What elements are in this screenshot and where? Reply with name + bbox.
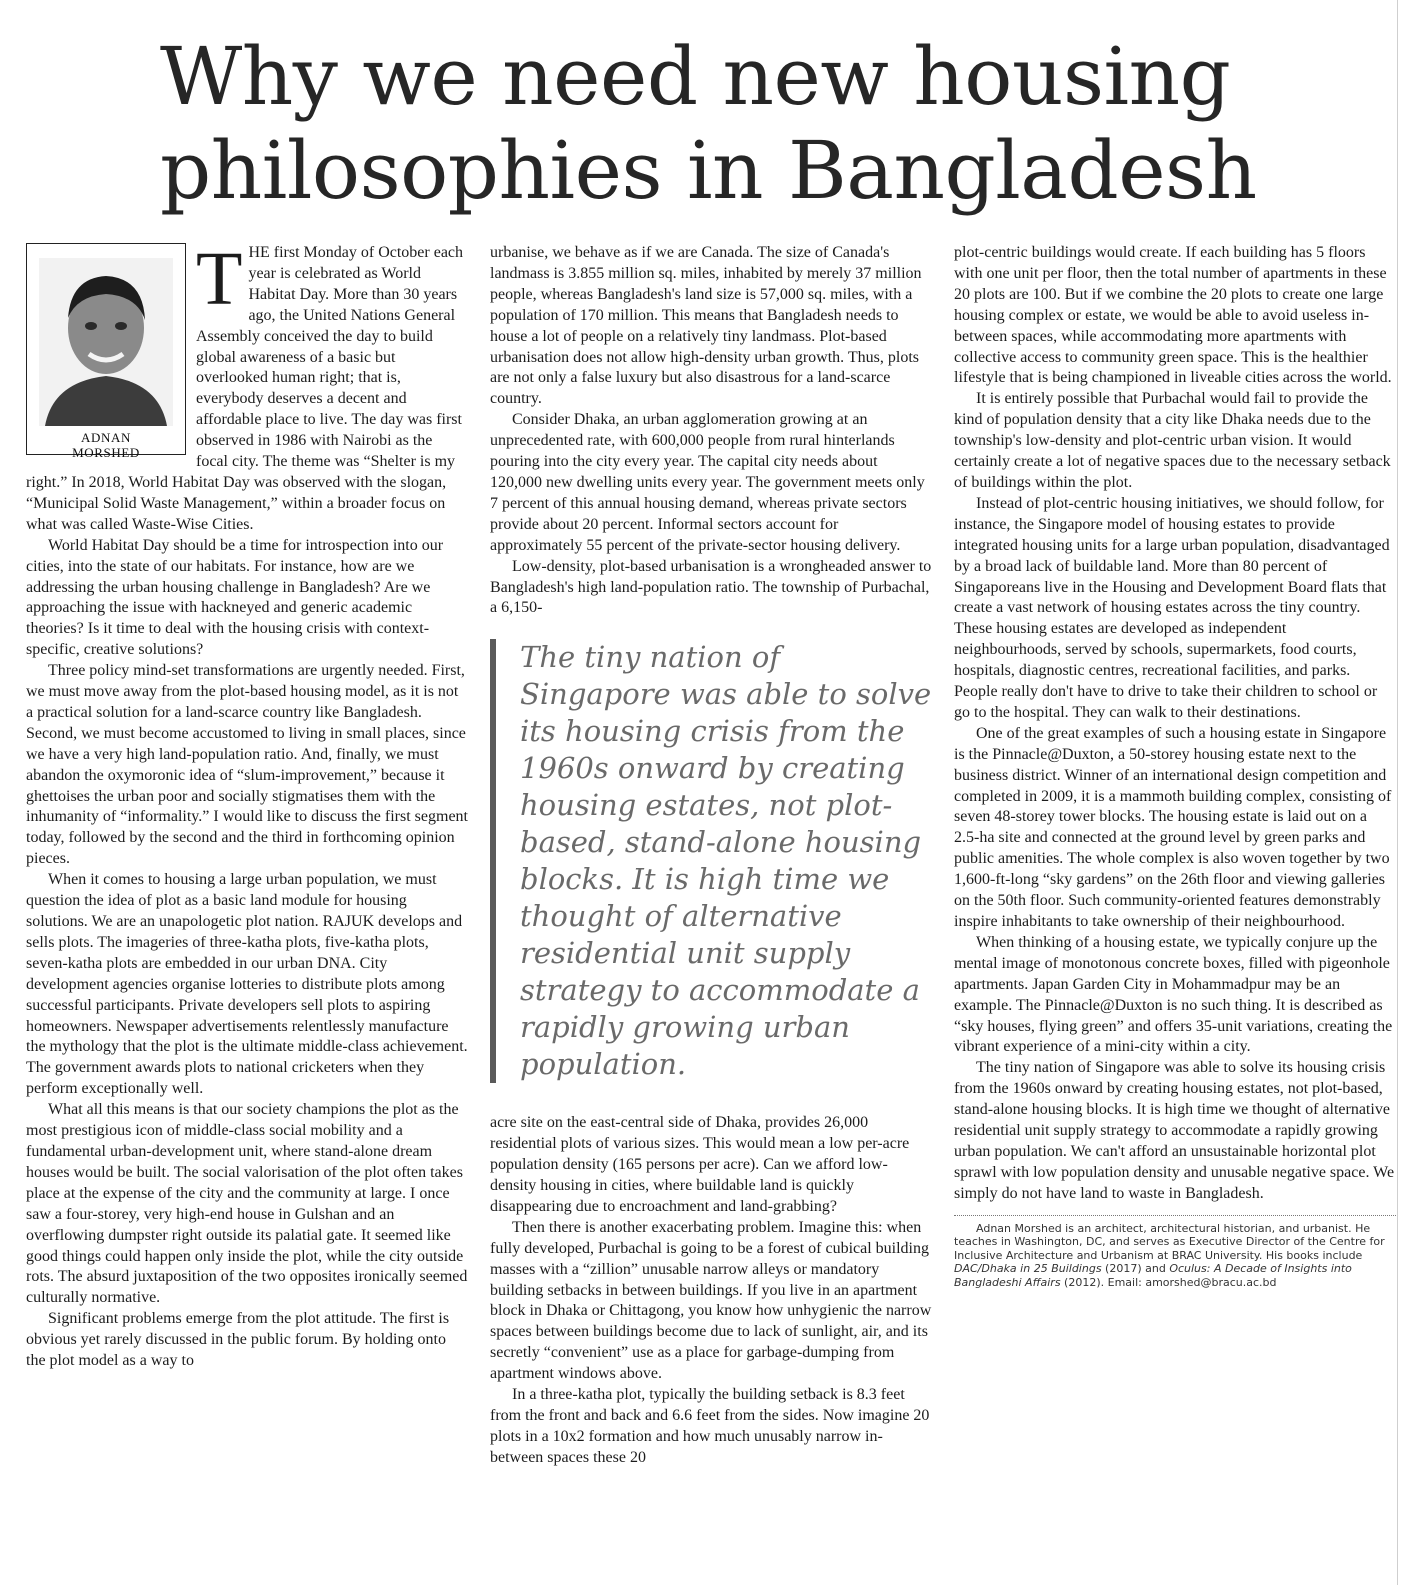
bio-text: (2017) and (1101, 1262, 1170, 1276)
lead-text: HE first Monday of October each year is celebrated as World Habitat Day. More than 30 years ago, the United Nations General Assembly conceived the day to build global awareness of a basic but overlooked human right; that is, everybody deserves a decent and affordable place to live. The day was first observed in 1986 with Nairobi as the focal city. The theme was “Shelter is my right.” In 2018, World Habitat Day was observed with the slogan, “Municipal Solid Waste Management,” within a broader focus on what was called Waste-Wise Cities. (26, 244, 464, 533)
bio-text: Adnan Morshed is an architect, architectural historian, and urbanist. He teaches in Washington, DC, and serves as Executive Director of the Centre for Inclusive Architecture and Urbanism at BRAC University. His books include (954, 1221, 1385, 1262)
article-paragraph: When thinking of a housing estate, we typically conjure up the mental image of monotonous concrete boxes, filled with pigeonhole apartments. Japan Garden City in Mohammadpur may be an example. The Pinnacle@Duxton is no such thing. It is described as “sky houses, flying green” and offers 35-unit variations, creating the vibrant experience of a mini-city within a city. (954, 933, 1393, 1056)
author-photo (39, 258, 173, 426)
bio-book-title: Oculus: A Decade of Insights into Bangladeshi Affairs (954, 1262, 1352, 1289)
article-paragraph: plot-centric buildings would create. If each building has 5 floors with one unit per floor, then the total number of apartments in these 20 plots are 100. But if we combine the 20 plots to create one large housing complex or estate, we would be able to avoid useless in-between spaces, while accommodating more apartments with collective access to community green space. This is the healthier lifestyle that is being championed in liveable cities across the world. (954, 244, 1392, 387)
bio-divider (954, 1215, 1396, 1216)
column-2 (490, 243, 932, 1469)
column-1 (26, 237, 468, 1372)
article-paragraph: It is entirely possible that Purbachal would fail to provide the kind of population density that a city like Dhaka needs due to the township's low-density and plot-centric urban vision. It would certainly create a lot of negative spaces due to the necessary setback of buildings within the plot. (954, 390, 1391, 491)
drop-cap: T (196, 237, 243, 321)
article-paragraph: Consider Dhaka, an urban agglomeration growing at an unprecedented rate, with 600,000 people from rural hinterlands pouring into the city every year. The capital city needs about 120,000 new dwelling units every year. The government meets only 7 percent of this annual housing demand, whereas private sectors provide about 20 percent. Informal sectors account for approximately 55 percent of the private-sector housing delivery. (490, 411, 925, 554)
article-paragraph: In a three-katha plot, typically the building setback is 8.3 feet from the front and back and 6.6 feet from the sides. Now imagine 20 plots in a 10x2 formation and how much unusably narrow in-between spaces these 20 (490, 1386, 930, 1466)
article-paragraph: urbanise, we behave as if we are Canada. The size of Canada's landmass is 3.855 million sq. miles, inhabited by merely 37 million people, whereas Bangladesh's land size is 57,000 sq. miles, with a population of 170 million. This means that Bangladesh needs to house a lot of people on a relatively tiny landmass. Plot-based urbanisation does not allow high-density urban growth. Thus, plots are not only a false luxury but also disastrous for a land-scarce country. (490, 244, 922, 408)
column-3 (954, 243, 1396, 1289)
article-paragraph: Low-density, plot-based urbanisation is a wrongheaded answer to Bangladesh's high land-population ratio. The township of Purbachal, a 6,150- (490, 557, 932, 617)
article-paragraph: Then there is another exacerbating problem. Imagine this: when fully developed, Purbachal is going to be a forest of cubical building masses with a “zillion” unusable narrow alleys or mandatory building setbacks in between buildings. If you live in an apartment block in Dhaka or Chittagong, you know how unhygienic the narrow spaces between buildings become due to lack of sunlight, air, and its secretly “convenient” use as a place for garbage-dumping from apartment windows above. (490, 1218, 932, 1383)
article-paragraph: acre site on the east-central side of Dhaka, provides 26,000 residential plots of various sizes. This would mean a low per-acre population density (165 persons per acre). Can we afford low-density housing in cities, where buildable land is quickly disappearing due to encroachment and land-grabbing? (490, 1114, 910, 1215)
article-paragraph: World Habitat Day should be a time for introspection into our cities, into the state of our habitats. For instance, how are we addressing the urban housing challenge in Bangladesh? Are we approaching the issue with hackneyed and generic academic theories? Is it time to deal with the housing crisis with context-specific, creative solutions? (26, 536, 444, 659)
author-first-name: ADNAN (81, 430, 131, 445)
article-paragraph: When it comes to housing a large urban population, we must question the idea of plot as a basic land module for housing solutions. We are an unapologetic plot nation. RAJUK develops and sells plots. The imageries of three-katha plots, five-katha plots, seven-katha plots are embedded in our urban DNA. City development agencies organise lotteries to distribute plots among successful participants. Private developers sell plots to aspiring homeowners. Newspaper advertisements relentlessly manufacture the mythology that the plot is the ultimate middle-class achievement. The government awards plots to national cricketers when they perform exceptionally well. (26, 871, 468, 1098)
pull-quote: The tiny nation of Singapore was able to solve its housing crisis from the 1960s onward by creating housing estates, not plot-based, stand-alone housing blocks. It is high time we thought of alternative residential unit supply strategy to accommodate a rapidly growing urban population. (490, 639, 932, 1083)
author-name (31, 430, 181, 460)
article-paragraph: Three policy mind-set transformations are urgently needed. First, we must move away from the plot-based housing model, as it is not a practical solution for a land-scarce country like Bangladesh. Second, we must become accustomed to living in small places, since we have a very high land-population ratio. And, finally, we must abandon the oxymoronic idea of “slum-improvement,” because it ghettoises the urban poor and socially stigmatises them with the inhumanity of “informality.” I would like to discuss the first segment today, followed by the second and the third in forthcoming opinion pieces. (26, 662, 468, 868)
article-paragraph: Instead of plot-centric housing initiatives, we should follow, for instance, the Singapore model of housing estates to provide integrated housing units for a large urban population, disadvantaged by a broad lack of buildable land. More than 80 percent of Singaporeans live in the Housing and Development Board flats that create a vast network of housing estates across the tiny country. These housing estates are developed as independent neighbourhoods, served by schools, supermarkets, food courts, hospitals, diagnostic centres, recreational facilities, and parks. People really don't have to drive to take their children to school or go to the hospital. They can walk to their destinations. (954, 494, 1390, 721)
article-paragraph: The tiny nation of Singapore was able to solve its housing crisis from the 1960s onward by creating housing estates, not plot-based, stand-alone housing blocks. It is high time we thought of alternative residential unit supply strategy to accommodate a rapidly growing urban population. We can't afford an unsustainable horizontal plot sprawl with low population density and unusable negative space. We simply do not have land to waste in Bangladesh. (954, 1059, 1395, 1202)
author-box (26, 243, 186, 460)
article-paragraph: Significant problems emerge from the plot attitude. The first is obvious yet rarely discussed in the public forum. By holding onto the plot model as a way to (26, 1310, 450, 1370)
article-paragraph: What all this means is that our society champions the plot as the most prestigious icon of middle-class social mobility and a fundamental urban-development unit, where stand-alone dream houses would be built. The social valorisation of the plot often takes place at the expense of the city and the community at large. I once saw a four-storey, very high-end house in Gulshan and an overflowing dumpster right outside its palatial gate. It seemed like good things could happen only inside the plot, while the city outside rots. The absurd juxtaposition of the two opposites ironically seemed culturally normative. (26, 1101, 468, 1307)
author-bio (954, 1222, 1396, 1290)
bio-text: (2012). Email: amorshed@bracu.ac.bd (1060, 1275, 1277, 1289)
page-edge-rule (1397, 0, 1408, 1585)
article-paragraph: One of the great examples of such a housing estate in Singapore is the Pinnacle@Duxton, a 50-storey housing estate next to the business district. Winner of an international design competition and completed in 2009, it is a mammoth building complex, consisting of seven 48-storey tower blocks. The housing estate is laid out on a 2.5-ha site and connected at the ground level by green parks and public amenities. The whole complex is also woven together by two 1,600-ft-long “sky gardens” on the 26th floor and viewing galleries on the 50th floor. Such community-oriented features demonstrably inspire inhabitants to take ownership of their neighbourhood. (954, 724, 1392, 930)
bio-book-title: DAC/Dhaka in 25 Buildings (954, 1262, 1102, 1276)
headline: Why we need new housing philosophies in Bangladesh (160, 30, 1257, 217)
author-last-name: MORSHED (72, 445, 140, 460)
